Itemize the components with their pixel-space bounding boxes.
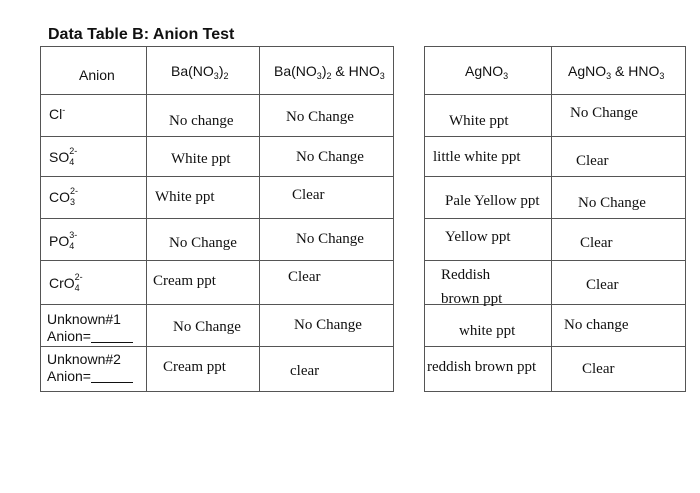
- answer-blank: [91, 330, 133, 343]
- result-cell: Reddish brown ppt: [425, 261, 552, 305]
- anion-cell: SO 2- 4: [41, 137, 147, 177]
- header-anion: Anion: [41, 47, 147, 95]
- table-header-row: [425, 47, 686, 95]
- result-cell: No Change: [147, 219, 260, 261]
- table-header-row: [41, 47, 394, 95]
- result-cell: White ppt: [147, 137, 260, 177]
- result-cell: No Change: [552, 177, 686, 219]
- table-row: [41, 347, 394, 392]
- header-agno3: AgNO$_3$: [425, 47, 552, 95]
- result-cell: No Change: [260, 137, 394, 177]
- result-cell: White ppt: [425, 95, 552, 137]
- anion-cell: Unknown#1 Anion=: [41, 305, 147, 347]
- result-cell: No Change: [260, 95, 394, 137]
- result-cell: Cream ppt: [147, 261, 260, 305]
- result-cell: Pale Yellow ppt: [425, 177, 552, 219]
- table-row: [41, 177, 394, 219]
- header-ba-no3-hno3: $Ba(NO_3)_2$ & $HNO_3$: [260, 47, 394, 95]
- result-cell: Clear: [552, 261, 686, 305]
- anion-test-table-barium: [40, 46, 394, 392]
- result-cell: No Change: [147, 305, 260, 347]
- result-cell: No Change: [552, 95, 686, 137]
- table-row: [41, 219, 394, 261]
- header-agno3-hno3: AgNO$_3$ & $HNO_3$: [552, 47, 686, 95]
- anion-cell: PO 3- 4: [41, 219, 147, 261]
- table-row: [41, 95, 394, 137]
- page-title: Data Table B: Anion Test: [48, 26, 235, 43]
- result-cell: Clear: [552, 347, 686, 392]
- table-row: [41, 305, 394, 347]
- result-cell: little white ppt: [425, 137, 552, 177]
- table-row: [425, 137, 686, 177]
- table-row: [425, 305, 686, 347]
- anion-cell: Unknown#2 Anion=: [41, 347, 147, 392]
- result-cell: Clear: [260, 261, 394, 305]
- result-cell: Yellow ppt: [425, 219, 552, 261]
- header-ba-no3: $Ba(NO_3)_2$: [147, 47, 260, 95]
- table-row: [41, 261, 394, 305]
- table-row: [425, 95, 686, 137]
- result-cell: No change: [147, 95, 260, 137]
- result-cell: reddish brown ppt: [425, 347, 552, 392]
- result-cell: Cream ppt: [147, 347, 260, 392]
- result-cell: Clear: [552, 137, 686, 177]
- result-cell: No Change: [260, 219, 394, 261]
- table-row: [425, 261, 686, 305]
- table-row: [425, 347, 686, 392]
- table-row: [41, 137, 394, 177]
- result-cell: Clear: [260, 177, 394, 219]
- anion-test-table-silver: [424, 46, 686, 392]
- result-cell: white ppt: [425, 305, 552, 347]
- anion-cell: CrO 2- 4: [41, 261, 147, 305]
- table-row: [425, 177, 686, 219]
- result-cell: White ppt: [147, 177, 260, 219]
- anion-cell: Cl-: [41, 95, 147, 137]
- result-cell: clear: [260, 347, 394, 392]
- table-row: [425, 219, 686, 261]
- result-cell: Clear: [552, 219, 686, 261]
- anion-cell: CO 2- 3: [41, 177, 147, 219]
- answer-blank: [91, 370, 133, 383]
- result-cell: No Change: [260, 305, 394, 347]
- result-cell: No change: [552, 305, 686, 347]
